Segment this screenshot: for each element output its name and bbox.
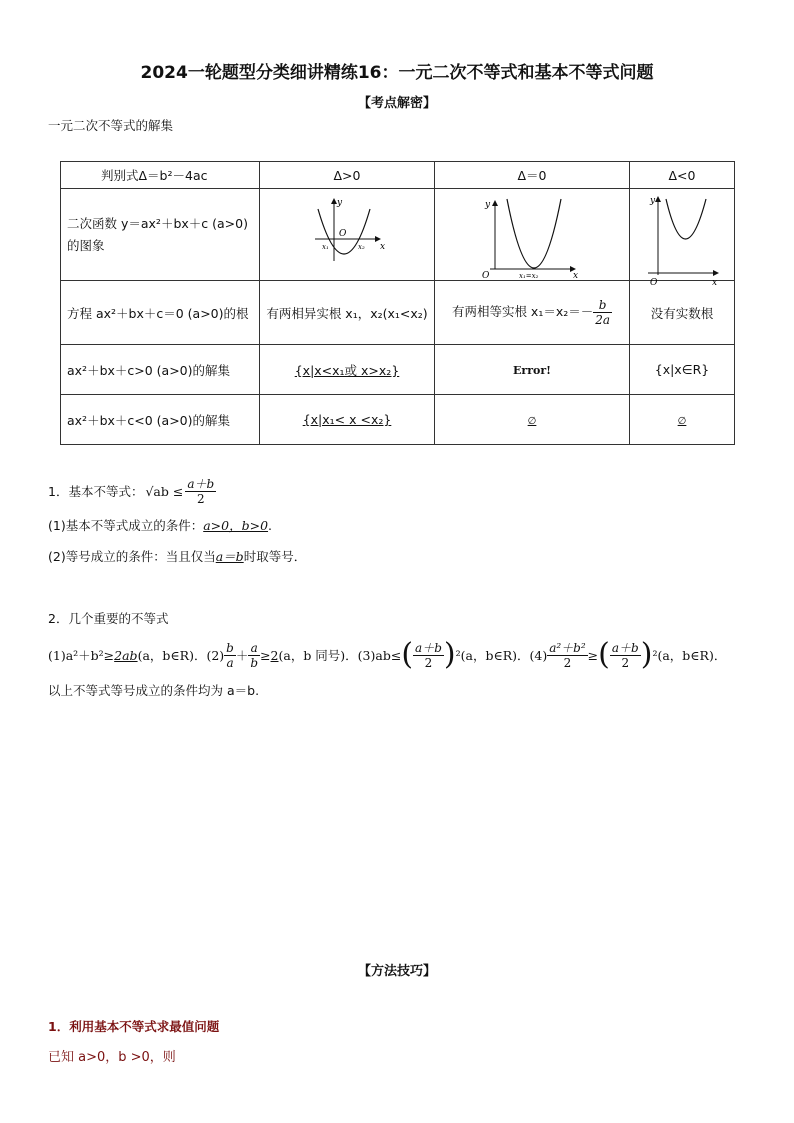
condition-1: (1)基本不等式成立的条件：a>0，b>0. [48, 518, 273, 533]
roots-none: 没有实数根 [630, 281, 735, 345]
solution-lt-empty-none: ∅ [677, 416, 687, 427]
fraction-a2-plus-b2-over-2: $\frac{\text{a²＋b²}}{2}$ [549, 640, 586, 670]
row-label-less: ax²＋bx＋c<0 (a>0)的解集 [61, 395, 260, 445]
table-row [61, 189, 735, 281]
paren-open: ( [401, 637, 414, 672]
table-row [61, 281, 735, 345]
ineq-1-value: 2ab [114, 647, 138, 663]
table-row [61, 345, 735, 395]
fraction-a-plus-b-over-2: $\frac{a+b}{2}$ [187, 476, 215, 506]
section-heading-key-points: 【考点解密】 [357, 96, 436, 111]
paren-close: ) [640, 637, 653, 672]
condition-2: (2)等号成立的条件：当且仅当a＝b时取等号． [48, 549, 307, 564]
solution-gt-two-roots: {x|x<x₁或 x>x₂} [294, 362, 400, 378]
parabola-two-roots-graph [260, 189, 434, 277]
x-label: x [380, 242, 386, 252]
condition-2-value: a＝b [215, 549, 244, 564]
graph-label-line2: 的图象 [67, 237, 105, 253]
table-header-discriminant: 判别式Δ＝b²－4ac [61, 162, 260, 189]
fraction-a-plus-b-over-2-sq: $\frac{a+b}{2}$ [415, 640, 442, 670]
table-header-negative: Δ<0 [630, 162, 735, 189]
row-label-graph [61, 189, 260, 281]
roots-two-distinct: 有两相异实根 x₁，x₂(x₁<x₂) [260, 281, 435, 345]
roots-equal [435, 281, 630, 345]
subheading-solution-set: 一元二次不等式的解集 [48, 118, 174, 133]
row-label-greater: ax²＋bx＋c>0 (a>0)的解集 [61, 345, 260, 395]
x12-label: x₁=x₂ [519, 272, 539, 280]
solution-lt-two-roots: {x|x₁< x <x₂} [302, 412, 392, 427]
important-inequalities-line: (1)a²＋b²≥ 2ab (a，b∈R)．(2) $\frac{b}{a}$ ＋ $\frac{a}{b}$ ≥ 2 (a，b 同号)．(3)ab≤ ( $\frac{a+b}{2}$ ) ²(a，b∈R)．(4) $\frac{\text{a²＋b²}}{2}$ ≥ ( $\frac{a+b}{2}$ ) ²(a，b∈R)． [48, 637, 727, 672]
roots-equal-prefix: 有两相等实根 x₁＝x₂＝－ [451, 304, 594, 319]
table-row [61, 162, 735, 189]
section-heading-methods: 【方法技巧】 [357, 964, 436, 979]
x1-label: x₁ [322, 243, 329, 251]
condition-1-value: a>0，b>0 [203, 518, 269, 533]
x-label: x [573, 271, 579, 281]
y-label: y [337, 198, 343, 208]
ineq-2-value: 2 [270, 647, 279, 663]
method-heading: 1．利用基本不等式求最值问题 [48, 1019, 220, 1034]
origin-label: O [650, 278, 658, 288]
graph-label-line1: 二次函数 y＝ax²＋bx＋c (a>0) [67, 215, 248, 231]
parabola-curve [666, 199, 706, 239]
solution-set-table [60, 161, 735, 445]
equality-note: 以上不等式等号成立的条件均为 a＝b. [48, 683, 260, 698]
basic-inequality-heading: 1．基本不等式： [48, 484, 144, 499]
x2-label: x₂ [358, 243, 365, 251]
graph-two-roots [260, 189, 435, 281]
paren-close: ) [443, 637, 456, 672]
parabola-curve [507, 199, 561, 268]
important-inequalities-heading: 2．几个重要的不等式 [48, 611, 169, 626]
y-label: y [485, 200, 491, 210]
table-header-zero: Δ＝0 [435, 162, 630, 189]
table-header-positive: Δ>0 [260, 162, 435, 189]
graph-no-root [630, 189, 735, 288]
page-title: 2024一轮题型分类细讲精练16：一元二次不等式和基本不等式问题 [140, 63, 654, 83]
basic-inequality-left: √ab ≤ [145, 483, 184, 499]
parabola-one-root-graph [435, 189, 629, 281]
solution-gt-no-root: {x|x∈R} [630, 345, 735, 395]
origin-label: O [339, 229, 347, 239]
fraction-b-over-a: $\frac{b}{a}$ [226, 640, 234, 670]
parabola-no-root-graph [630, 189, 734, 288]
table-row [61, 395, 735, 445]
paren-open: ( [598, 637, 610, 672]
solution-gt-error: Error! [513, 364, 551, 377]
solution-lt-empty-equal: ∅ [527, 416, 537, 427]
fraction-a-over-b: $\frac{a}{b}$ [250, 640, 259, 670]
fraction-a-plus-b-over-2-sq-2: $\frac{a+b}{2}$ [611, 640, 639, 670]
row-label-roots: 方程 ax²＋bx＋c＝0 (a>0)的根 [61, 281, 260, 345]
x-label: x [712, 278, 718, 288]
basic-inequality-line [48, 474, 216, 508]
method-given: 已知 a>0，b >0，则 [48, 1050, 176, 1065]
y-label: y [650, 196, 656, 206]
graph-one-root [435, 189, 630, 281]
fraction-b-over-2a: $\frac{b}{2a}$ [595, 298, 611, 327]
origin-label: O [482, 271, 490, 281]
